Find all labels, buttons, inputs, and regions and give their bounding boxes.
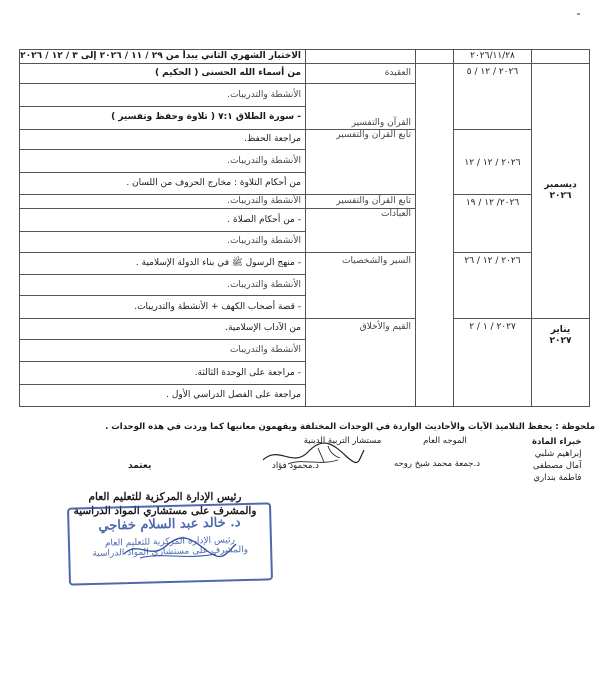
expert-name: إبراهيم شلبي <box>534 449 582 459</box>
month-january: يناير ٢٠٢٧ <box>532 318 590 406</box>
topic-cell-empty <box>306 50 416 64</box>
topic-quran-cont: تابع القرآن والتفسير <box>306 129 416 194</box>
approve-label: يعتمد <box>128 461 152 471</box>
content-row: الأنشطة والتدريبات <box>20 339 306 362</box>
content-row: - مراجعة على الوحدة الثالثة. <box>20 362 306 385</box>
table-row <box>20 64 590 84</box>
table-row <box>20 252 590 275</box>
date-cell: ٢٠٢٦/ ١٢ / ١٩ <box>454 194 532 252</box>
content-row: - من أحكام الصلاة . <box>20 209 306 232</box>
content-row: الأنشطة والتدريبات. <box>20 232 306 253</box>
table-row <box>20 129 590 150</box>
table-row <box>20 194 590 208</box>
table-row <box>20 50 590 64</box>
topic-quran-cont-2: تابع القرآن والتفسير <box>306 194 416 208</box>
month-cell-empty <box>532 50 590 64</box>
content-row: من أسماء الله الحسنى ( الحكيم ) <box>20 64 306 84</box>
unit-cell-empty <box>416 50 454 64</box>
head-title-line: رئيس الإدارة المركزية للتعليم العام <box>88 491 242 503</box>
exam-notice: الاختبار الشهري الثاني يبدأ من ٢٩ / ١١ / ٢٠٢٦ إلى ٣ / ١٢ / ٢٠٢٦ <box>20 50 306 64</box>
topic-values: القيم والأخلاق <box>306 318 416 406</box>
stamp-title: رئيس الإدارة المركزية للتعليم العام <box>104 535 236 549</box>
head-title-line: والمشرف على مستشاري المواد الدراسية <box>73 505 257 517</box>
content-row: - قصة أصحاب الكهف + الأنشطة والتدريبات. <box>20 296 306 319</box>
handwritten-signature <box>258 440 368 470</box>
note-text: ملحوظة : يحفظ التلاميذ الآيات والأحاديث الواردة في الوحدات المختلفة ويفهمون معانيها كما وردت في هذه الوحدات . <box>105 422 595 432</box>
date-cell: ٢٠٢٧ / ١ / ٢ <box>454 318 532 406</box>
expert-name: فاطمة بنداري <box>533 473 582 483</box>
content-row: مراجعة الحفظ. <box>20 129 306 150</box>
advisor-name: د.محمود فؤاد <box>272 461 319 471</box>
topic-seerah: السير والشخصيات <box>306 252 416 318</box>
scan-mark <box>577 13 580 15</box>
content-row: - منهج الرسول ﷺ في بناء الدولة الإسلامية . <box>20 252 306 275</box>
supervisor-title: الموجه العام <box>423 436 467 446</box>
unit-label <box>416 64 454 407</box>
date-cell: ٢٠٢٦/١١/٢٨ <box>454 50 532 64</box>
supervisor-name: د.جمعة محمد شيخ روحه <box>393 459 481 469</box>
content-row: مراجعة على الفصل الدراسي الأول . <box>20 385 306 407</box>
stamp-signature <box>120 536 240 562</box>
topic-aqeeda: العقيدة <box>306 64 416 84</box>
curriculum-table <box>19 49 590 407</box>
content-row: الأنشطة والتدريبات. <box>20 150 306 173</box>
expert-name: آمال مصطفى <box>532 461 582 471</box>
date-cell: ٢٠٢٦ / ١٢ / ٢٦ <box>454 252 532 318</box>
experts-title: خبراء المادة <box>532 437 582 447</box>
experts-block <box>532 436 581 484</box>
content-row: الأنشطة والتدريبات. <box>20 194 306 208</box>
content-row: من الآداب الإسلامية. <box>20 318 306 339</box>
content-row: من أحكام التلاوة : مخارج الحروف من اللسان . <box>20 173 306 195</box>
content-row: - سورة الطلاق ٧:١ ( تلاوة وحفظ وتفسير ) <box>20 106 306 129</box>
table-row <box>20 318 590 339</box>
content-row: الأنشطة والتدريبات. <box>20 84 306 107</box>
month-december: ديسمبر ٢٠٢٦ <box>532 64 590 318</box>
stamp-title: والمشرف على مستشاري المواد الدراسية <box>92 544 249 560</box>
stamp-name: د. خالد عبد السلام خفاجي <box>98 515 241 534</box>
topic-ibadat: العبادات <box>306 209 416 252</box>
topic-quran: القرآن والتفسير <box>306 84 416 130</box>
content-row: الأنشطة والتدريبات. <box>20 275 306 296</box>
date-cell: ٢٠٢٦ / ١٢ / ٥ <box>454 64 532 129</box>
advisor-title: مستشار التربية الدينية <box>303 436 382 446</box>
date-cell: ٢٠٢٦ / ١٢ / ١٢ <box>454 129 532 194</box>
